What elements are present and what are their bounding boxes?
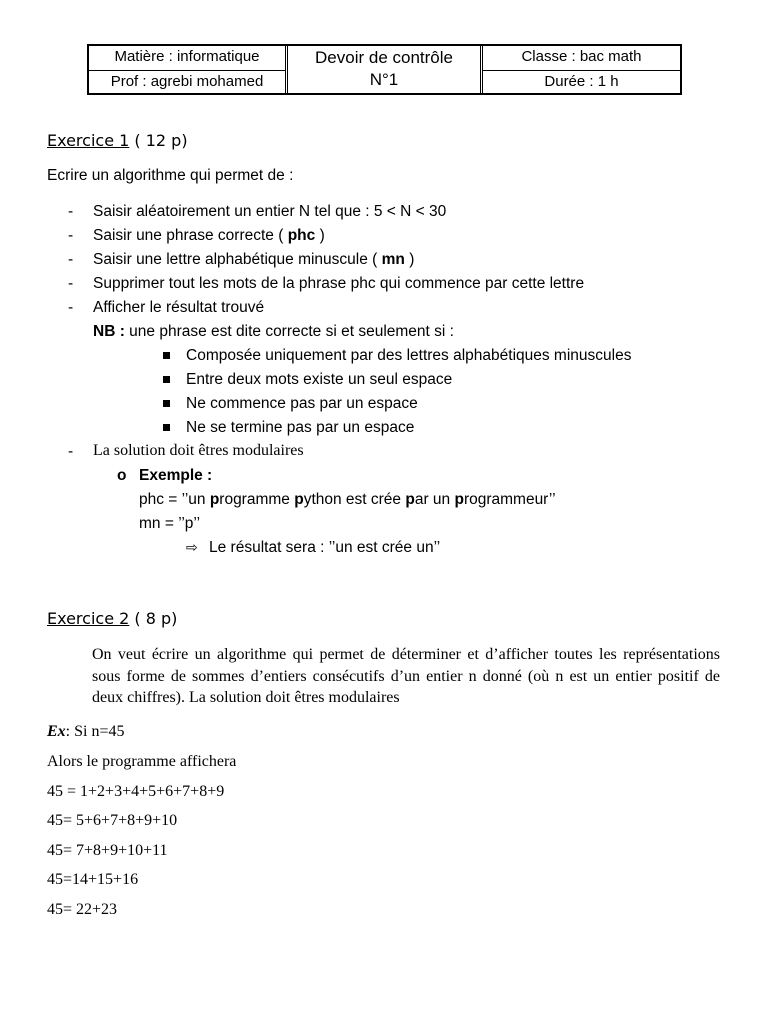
condition-3: Ne commence pas par un espace (186, 395, 418, 412)
nb-note (93, 323, 454, 341)
phc-example-prefix: phc = ’’un (139, 491, 210, 508)
header-left-column (89, 46, 285, 93)
dash-bullet: - (68, 443, 74, 460)
dash-bullet: - (68, 227, 74, 244)
exemple-line (117, 467, 126, 485)
nb-text: une phrase est dite correcte si et seulement si : (124, 323, 454, 340)
phc-example-bold: p (294, 491, 304, 508)
exercise-2-heading (47, 609, 177, 628)
header-right-column (483, 46, 680, 93)
exemple-label: Exemple : (139, 467, 213, 484)
dash-bullet: - (68, 299, 74, 316)
condition-1: Composée uniquement par des lettres alphabétiques minuscules (186, 347, 632, 364)
mn-example: mn = ’’p’’ (139, 515, 201, 532)
exercise-1-points: ( 12 p) (129, 131, 188, 150)
sum-line-5: 45= 22+23 (47, 901, 118, 918)
alors-line: Alors le programme affichera (47, 753, 237, 770)
square-bullet-icon (163, 400, 170, 407)
ex-label: Ex (47, 723, 66, 740)
condition-4: Ne se termine pas par un espace (186, 419, 415, 436)
phc-variable: phc (287, 227, 316, 244)
header-duree: Durée : 1 h (483, 70, 680, 94)
bullet-item-3-text: Saisir une lettre alphabétique minuscule ( (93, 251, 378, 268)
phc-example-bold: p (405, 491, 415, 508)
square-bullet-icon (163, 424, 170, 431)
mn-variable: mn (381, 251, 405, 268)
exemple-heading (139, 467, 212, 485)
phc-example-text: rogramme (219, 491, 295, 508)
bullet-item-5: Afficher le résultat trouvé (93, 299, 265, 316)
sum-line-3: 45= 7+8+9+10+11 (47, 842, 168, 859)
header-center-column (285, 46, 483, 93)
exercise-2-title: Exercice 2 (47, 609, 130, 628)
bullet-item-2-close: ) (315, 227, 325, 244)
exercise-1-heading (47, 131, 188, 150)
header-classe: Classe : bac math (521, 48, 642, 65)
ex-text: : Si n=45 (65, 723, 125, 740)
ex-line (47, 723, 124, 741)
exercise-2-paragraph: On veut écrire un algorithme qui permet de déterminer et d’afficher toutes les représentations sous forme de sommes d’entiers consécutifs d’un entier n donné (où n est un entier positif de deux chiffres). La solution doit êtres modulaires (92, 646, 720, 706)
phc-example-text: rogrammeur’’ (463, 491, 556, 508)
nb-label: NB : (93, 323, 125, 340)
exercise-2-points: ( 8 p) (129, 609, 178, 628)
sum-line-2: 45= 5+6+7+8+9+10 (47, 812, 178, 829)
phc-example-text: ar un (414, 491, 455, 508)
sum-line-4: 45=14+15+16 (47, 871, 139, 888)
header-title-line1: Devoir de contrôle (315, 48, 453, 67)
bullet-item-2 (93, 227, 325, 245)
arrow-right-icon: ⇨ (186, 540, 198, 556)
phc-example-bold: p (454, 491, 464, 508)
header-matiere: Matière : informatique (114, 48, 260, 65)
result-line: Le résultat sera : ’’un est crée un’’ (209, 539, 441, 556)
bullet-item-3 (93, 251, 414, 269)
bullet-item-3-close: ) (404, 251, 415, 268)
header-title (288, 47, 480, 91)
exercise-1-intro: Ecrire un algorithme qui permet de : (47, 167, 294, 184)
square-bullet-icon (163, 376, 170, 383)
modulaire-note: La solution doit êtres modulaires (93, 442, 304, 459)
header-prof: Prof : agrebi mohamed (89, 70, 285, 94)
dash-bullet: - (68, 251, 74, 268)
dash-bullet: - (68, 203, 74, 220)
header-title-line2: N°1 (369, 70, 399, 89)
sum-line-1: 45 = 1+2+3+4+5+6+7+8+9 (47, 783, 225, 800)
condition-2: Entre deux mots existe un seul espace (186, 371, 453, 388)
bullet-item-2-text: Saisir une phrase correcte ( (93, 227, 284, 244)
phc-example-bold: p (209, 491, 220, 508)
phc-example (139, 491, 556, 509)
dash-bullet: - (68, 275, 74, 292)
square-bullet-icon (163, 352, 170, 359)
exercise-1-title: Exercice 1 (47, 131, 130, 150)
circle-bullet-marker: o (117, 467, 127, 484)
phc-example-text: ython est crée (303, 491, 406, 508)
header-table (87, 44, 682, 95)
bullet-item-4: Supprimer tout les mots de la phrase phc qui commence par cette lettre (93, 275, 585, 292)
bullet-item-1: Saisir aléatoirement un entier N tel que : 5 < N < 30 (93, 203, 447, 220)
